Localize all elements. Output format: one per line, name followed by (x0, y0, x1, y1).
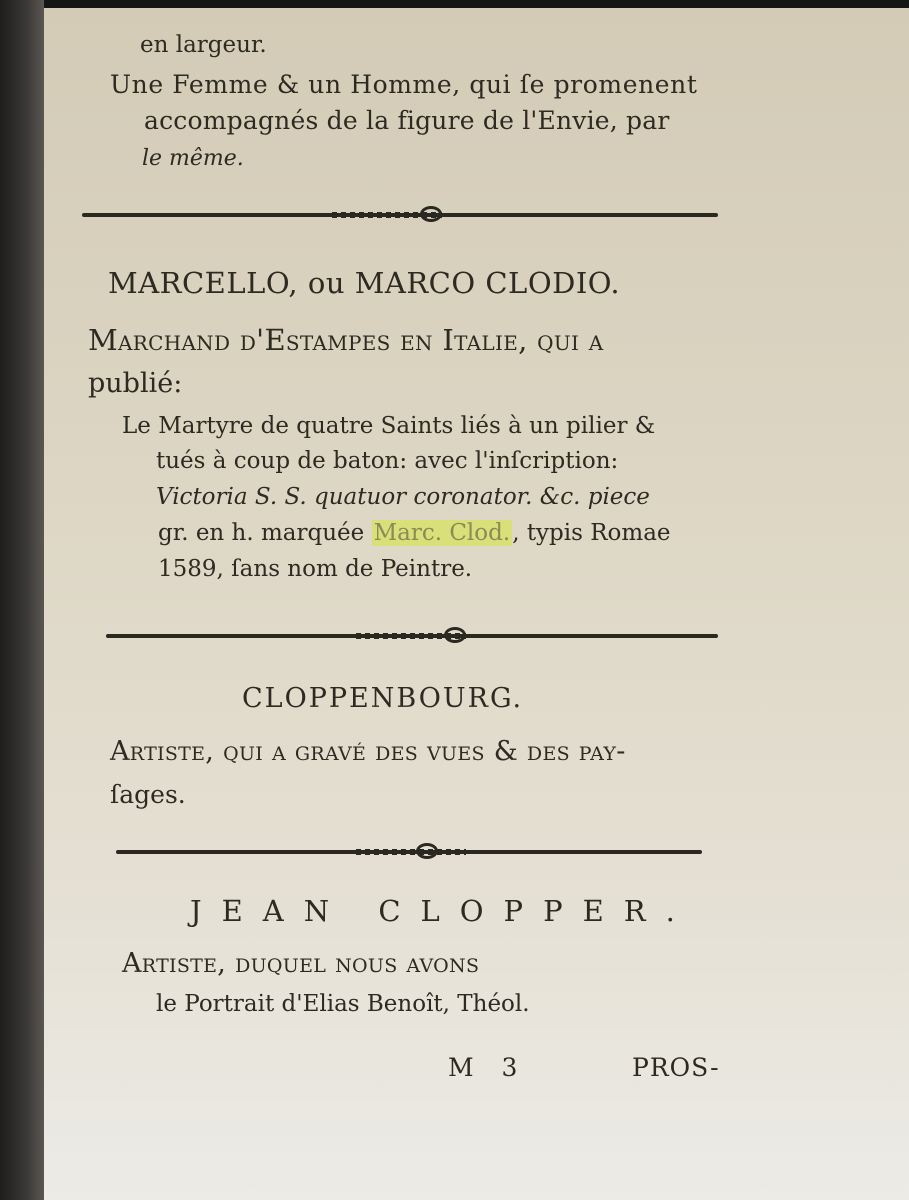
top-entry-line-4: le même. (142, 146, 244, 171)
top-entry-line-3: accompagnés de la figure de l'Envie, par (144, 106, 670, 135)
marcello-item-line-4b: typis Romae (526, 520, 671, 546)
divider-rule-1 (82, 213, 718, 217)
marcello-desc-line-1: Marchand d'Estampes en Italie, qui a (88, 323, 604, 357)
page-signature: M 3 (448, 1053, 528, 1082)
monitor-bezel-left (0, 0, 44, 1200)
divider-rule-3 (116, 850, 702, 854)
marcello-item-line-4: gr. en h. marquée Marc. Clod., typis Romae (158, 520, 671, 546)
marcello-item-line-3: Victoria S. S. quatuor coronator. &c. piece (156, 484, 650, 510)
book-page-screen (44, 8, 909, 1200)
cloppenbourg-heading: CLOPPENBOURG. (242, 683, 524, 714)
top-entry-line-2: Une Femme & un Homme, qui ſe promenent (110, 70, 698, 99)
marcello-desc-line-2: publié: (88, 368, 183, 399)
clopper-desc-line-2: le Portrait d'Elias Benoît, Théol. (156, 991, 530, 1017)
marcello-item-line-4a: gr. en h. marquée (158, 520, 365, 546)
clopper-desc-line-1: Artiste, duquel nous avons (122, 948, 480, 979)
marcello-item-line-1: Le Martyre de quatre Saints liés à un pilier & (122, 413, 656, 439)
top-entry-line-1: en largeur. (140, 32, 267, 58)
cloppenbourg-desc-line-2: ſages. (110, 780, 186, 809)
highlighted-text: Marc. Clod. (373, 520, 511, 546)
marcello-item-line-2: tués à coup de baton: avec l'inſcription: (156, 448, 619, 474)
marcello-item-line-5: 1589, ſans nom de Peintre. (158, 556, 473, 582)
cloppenbourg-desc-line-1: Artiste, qui a gravé des vues & des pay- (110, 736, 626, 767)
book-page (44, 8, 909, 1200)
divider-rule-2 (106, 634, 718, 638)
catchword: PROS- (632, 1053, 720, 1082)
marcello-heading: MARCELLO, ou MARCO CLODIO. (108, 266, 621, 300)
clopper-heading: JEAN CLOPPER. (190, 894, 695, 928)
